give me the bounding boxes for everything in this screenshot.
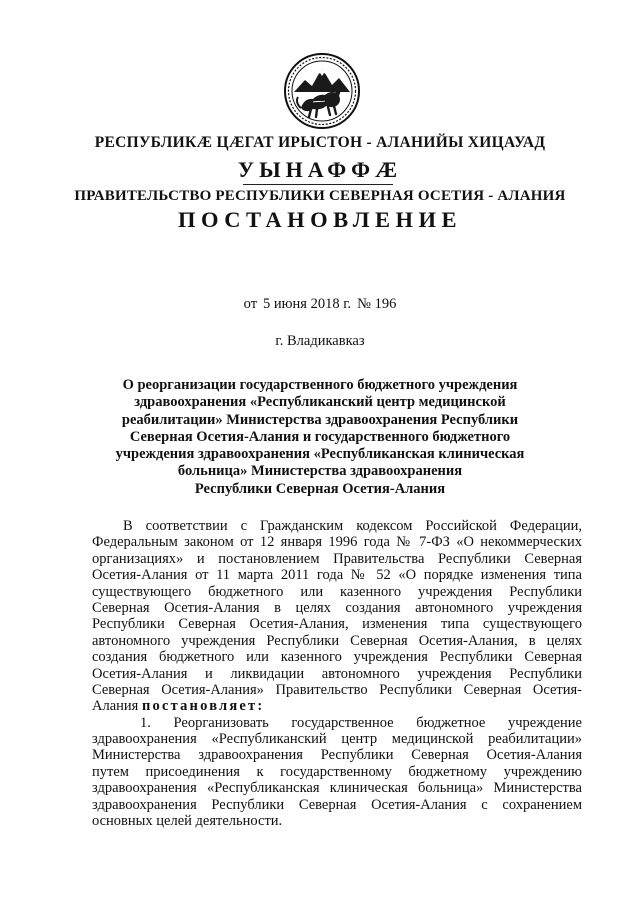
title-line: здравоохранения «Республиканский центр медицинской (134, 394, 506, 411)
preamble-line: Северная Осетия-Алания в целях создания автономного учреждения (92, 599, 582, 616)
preamble-line: Осетия-Алания от 11 марта 2011 года № 52 «О порядке изменения типа (92, 567, 582, 584)
header-divider (243, 184, 393, 185)
item-line-last: основных целей деятельности. (92, 813, 283, 830)
preamble-line: организациях» и постановлением Правительства Республики Северная (92, 550, 582, 567)
document-body (92, 518, 582, 829)
russian-document-type: ПОСТАНОВЛЕНИЕ (177, 207, 463, 232)
preamble-line: Республики Северная Осетия-Алания, изменения типа существующего (92, 616, 582, 633)
title-line: О реорганизации государственного бюджетного учреждения (122, 377, 518, 393)
item-line: 1. Реорганизовать государственное бюджетное учреждение (140, 714, 582, 731)
preamble-line: Осетия-Алания и ликвидации автономного учреждения Республики (92, 665, 582, 682)
item-line: здравоохранения «Республиканский центр медицинской реабилитации» (92, 731, 582, 748)
document-city: г. Владикавказ (275, 333, 365, 349)
date-prefix: от (243, 296, 258, 312)
russian-government-name: ПРАВИТЕЛЬСТВО РЕСПУБЛИКИ СЕВЕРНАЯ ОСЕТИЯ - АЛАНИЯ (74, 188, 566, 204)
preamble-line: В соответствии с Гражданским кодексом Российской Федерации, (123, 518, 582, 534)
ossetian-document-type: УЫНАФФӔ (237, 157, 403, 182)
title-line: Республики Северная Осетия-Алания (194, 480, 446, 497)
item-line: Министерства здравоохранения Республики Северная Осетия-Алания (92, 747, 582, 764)
document-title (95, 377, 545, 498)
preamble-line: создания бюджетного или казенного учреждения Республики Северная (92, 649, 582, 666)
resolves-word: постановляет: (141, 698, 265, 715)
preamble-line: Северная Осетия-Алания» Правительство Республики Северная Осетия- (92, 681, 582, 698)
title-line: больница» Министерства здравоохранения (177, 463, 463, 480)
ossetian-government-name: РЕСПУБЛИКӔ ЦӔГАТ ИРЫСТОН - АЛАНИЙЫ ХИЦАУАД (94, 134, 546, 151)
title-line: реабилитации» Министерства здравоохранения Республики (121, 411, 519, 428)
document-dateline (0, 296, 640, 313)
title-line: учреждения здравоохранения «Республиканская клиническая (115, 446, 525, 463)
preamble-closing-line (92, 698, 582, 714)
preamble-line: автономного учреждения Республики Северная Осетия-Алания, в целях (92, 632, 582, 649)
title-line: Северная Осетия-Алания и государственного бюджетного (129, 428, 511, 445)
document-date: 5 июня 2018 г. (263, 296, 352, 312)
preamble-line: существующего бюджетного или казенного учреждения Республики (92, 583, 582, 600)
document-number: № 196 (357, 296, 397, 312)
item-line: путем присоединения к государственному бюджетному учреждению (92, 763, 582, 780)
preamble-line: Федеральным законом от 12 января 1996 года № 7-ФЗ «О некоммерческих (92, 534, 582, 551)
item-line: здравоохранения Республики Северная Осетия-Алания с сохранением (92, 796, 582, 813)
preamble-last-word: Алания (92, 698, 139, 715)
republic-emblem-icon (283, 52, 361, 130)
item-line: здравоохранения «Республиканская клиническая больница» Министерства (92, 780, 582, 797)
